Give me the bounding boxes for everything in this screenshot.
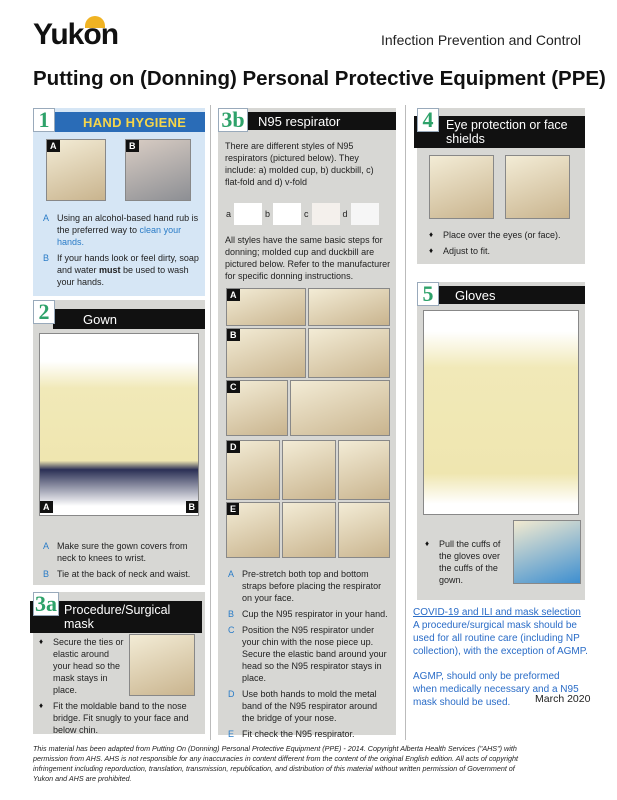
v-fold-image bbox=[351, 203, 379, 225]
column-divider bbox=[210, 105, 211, 740]
image-label: A bbox=[227, 289, 240, 301]
clean-hands-link[interactable]: clean your hands. bbox=[57, 225, 182, 247]
instruction-text: Position the N95 respirator under your chin with the nose piece up. Secure the elastic band around your head so the N95 respirator stays in place. bbox=[242, 625, 387, 683]
instruction-2 bbox=[39, 700, 199, 736]
instruction-text: Make sure the gown covers from neck to knees to wrist. bbox=[57, 541, 188, 563]
instruction-a bbox=[228, 568, 390, 604]
instruction-2 bbox=[429, 245, 579, 257]
goggles-image bbox=[429, 155, 494, 219]
molded-cup-image bbox=[234, 203, 262, 225]
instruction-e bbox=[228, 728, 390, 740]
section-eye-protection bbox=[417, 108, 585, 264]
item-letter: E bbox=[228, 729, 235, 739]
image-label: B bbox=[186, 501, 199, 513]
instruction-text: Using an alcohol-based hand rub is the preferred way to bbox=[57, 213, 199, 235]
image-label: A bbox=[40, 501, 53, 513]
bullet-icon: ♦ bbox=[429, 230, 434, 239]
step-number: 4 bbox=[417, 108, 439, 132]
instruction-text: Place over the eyes (or face). bbox=[443, 230, 561, 240]
covid-paragraph: A procedure/surgical mask should be used for all routine care (including NP collection), with the exception of AGMP. bbox=[413, 620, 588, 657]
bullet-icon: ♦ bbox=[429, 246, 434, 255]
duckbill-image bbox=[273, 203, 301, 225]
respirator-styles bbox=[226, 203, 392, 225]
section-hand-hygiene bbox=[33, 108, 205, 296]
n95-step-d-image bbox=[338, 440, 390, 500]
image-label: B bbox=[227, 329, 240, 341]
section-gown bbox=[33, 300, 205, 585]
emphasis-text: must bbox=[99, 265, 121, 275]
item-letter: A bbox=[43, 541, 50, 551]
n95-step-a-image bbox=[308, 288, 390, 326]
item-letter: B bbox=[43, 569, 50, 579]
covid-heading-link[interactable]: COVID-19 and ILI and mask selection bbox=[413, 607, 581, 618]
bullet-icon: ♦ bbox=[39, 637, 44, 646]
n95-intro: There are different styles of N95 respirators (pictured below). They include: a) molded cup, b) duckbill, c) flat-fold and d) v-fold bbox=[225, 141, 374, 187]
copyright-footer: This material has been adapted from Putting On (Donning) Personal Protective Equipment (PPE) - 2014. Copyright Alberta Health Services ("AHS") with permission from AHS. AHS is not responsible for any inaccuracies in content different from the content of the original English edition. All acts of copyright infringement including reporduction, translation, transmission, republication, and distribution of this material without written permission of Government of Yukon and AHS are prohibited. bbox=[33, 744, 518, 783]
step-number: 5 bbox=[417, 282, 439, 306]
instruction-1 bbox=[425, 538, 511, 586]
instruction-1 bbox=[39, 636, 127, 696]
image-label: C bbox=[227, 381, 240, 393]
n95-step-d-image bbox=[282, 440, 336, 500]
style-label: a bbox=[226, 209, 232, 219]
face-shield-image bbox=[505, 155, 570, 219]
section-title: N95 respirator bbox=[238, 112, 396, 130]
glove-cuff-image bbox=[513, 520, 581, 584]
instruction-text: Tie at the back of neck and waist. bbox=[57, 569, 191, 579]
instruction-a bbox=[43, 212, 201, 248]
section-surgical-mask bbox=[33, 592, 205, 734]
item-letter: B bbox=[228, 609, 235, 619]
section-title: Gown bbox=[53, 309, 205, 329]
instruction-text: Fit the moldable band to the nose bridge. Fit snugly to your face and below chin. bbox=[53, 701, 189, 735]
item-letter: A bbox=[228, 569, 235, 579]
instruction-b bbox=[43, 568, 203, 580]
instruction-d bbox=[228, 688, 390, 724]
item-letter: C bbox=[228, 625, 235, 635]
instruction-text: be used to wash your hands. bbox=[57, 265, 189, 287]
step-number: 3b bbox=[218, 108, 248, 132]
bullet-icon: ♦ bbox=[39, 701, 44, 710]
image-label: B bbox=[126, 140, 139, 152]
n95-step-e-image bbox=[282, 502, 336, 558]
instruction-c bbox=[228, 624, 390, 684]
hand-rub-image bbox=[46, 139, 106, 201]
column-divider bbox=[405, 105, 406, 740]
instruction-text: Use both hands to mold the metal band of the N95 respirator around the bridge of your nose. bbox=[242, 689, 378, 723]
image-label: A bbox=[47, 140, 60, 152]
style-label: c bbox=[304, 209, 309, 219]
style-label: b bbox=[265, 209, 271, 219]
step-number: 3a bbox=[35, 591, 57, 616]
item-letter: B bbox=[43, 253, 50, 263]
department-name: Infection Prevention and Control bbox=[381, 32, 582, 48]
image-label: E bbox=[227, 503, 239, 515]
instruction-text: Fit check the N95 respirator. bbox=[242, 729, 355, 739]
instruction-text: Pull the cuffs of the gloves over the cuffs of the gown. bbox=[439, 539, 501, 585]
n95-step-d-image bbox=[226, 440, 280, 500]
image-label: D bbox=[227, 441, 240, 453]
step-number: 2 bbox=[33, 300, 55, 324]
page-title: Putting on (Donning) Personal Protective Equipment (PPE) bbox=[33, 67, 606, 90]
n95-step-b-image bbox=[308, 328, 390, 378]
instruction-a bbox=[43, 540, 203, 564]
gloves-image bbox=[423, 310, 579, 515]
instruction-text: Adjust to fit. bbox=[443, 246, 491, 256]
hand-washing-image bbox=[125, 139, 191, 201]
gown-image bbox=[39, 333, 199, 516]
section-title: HAND HYGIENE bbox=[53, 112, 205, 132]
date: March 2020 bbox=[535, 693, 591, 705]
n95-step-c-image bbox=[290, 380, 390, 436]
n95-body: All styles have the same basic steps for donning; molded cup and duckbill are pictured below. Refer to the manufacturer for specific donning instructions. bbox=[225, 235, 391, 281]
bullet-icon: ♦ bbox=[425, 539, 430, 548]
instruction-text: Secure the ties or elastic around your head so the mask stays in place. bbox=[53, 637, 124, 695]
section-n95 bbox=[218, 107, 396, 739]
section-gloves bbox=[417, 282, 585, 600]
instruction-b bbox=[228, 608, 390, 620]
n95-step-b-image bbox=[226, 328, 306, 378]
section-title: Eye protection or face shields bbox=[414, 116, 585, 148]
flat-fold-image bbox=[312, 203, 340, 225]
n95-step-c-image bbox=[226, 380, 288, 436]
instruction-text: Cup the N95 respirator in your hand. bbox=[242, 609, 388, 619]
section-title: Gloves bbox=[437, 286, 585, 304]
yukon-logo: Yukon bbox=[33, 18, 119, 51]
n95-step-e-image bbox=[338, 502, 390, 558]
item-letter: A bbox=[43, 213, 50, 223]
step-number: 1 bbox=[33, 108, 55, 132]
style-label: d bbox=[342, 209, 348, 219]
item-letter: D bbox=[228, 689, 235, 699]
covid-paragraph: AGMP, should only be preformed when medically necessary and a N95 mask should be used. bbox=[413, 671, 579, 708]
section-title: Procedure/Surgical mask bbox=[30, 601, 202, 633]
instruction-b bbox=[43, 252, 201, 288]
n95-step-a-image bbox=[226, 288, 306, 326]
instruction-1 bbox=[429, 229, 579, 241]
instruction-text: If your hands look or feel dirty, soap and water bbox=[57, 253, 199, 275]
instruction-text: Pre-stretch both top and bottom straps before placing the respirator on your face. bbox=[242, 569, 382, 603]
n95-step-e-image bbox=[226, 502, 280, 558]
